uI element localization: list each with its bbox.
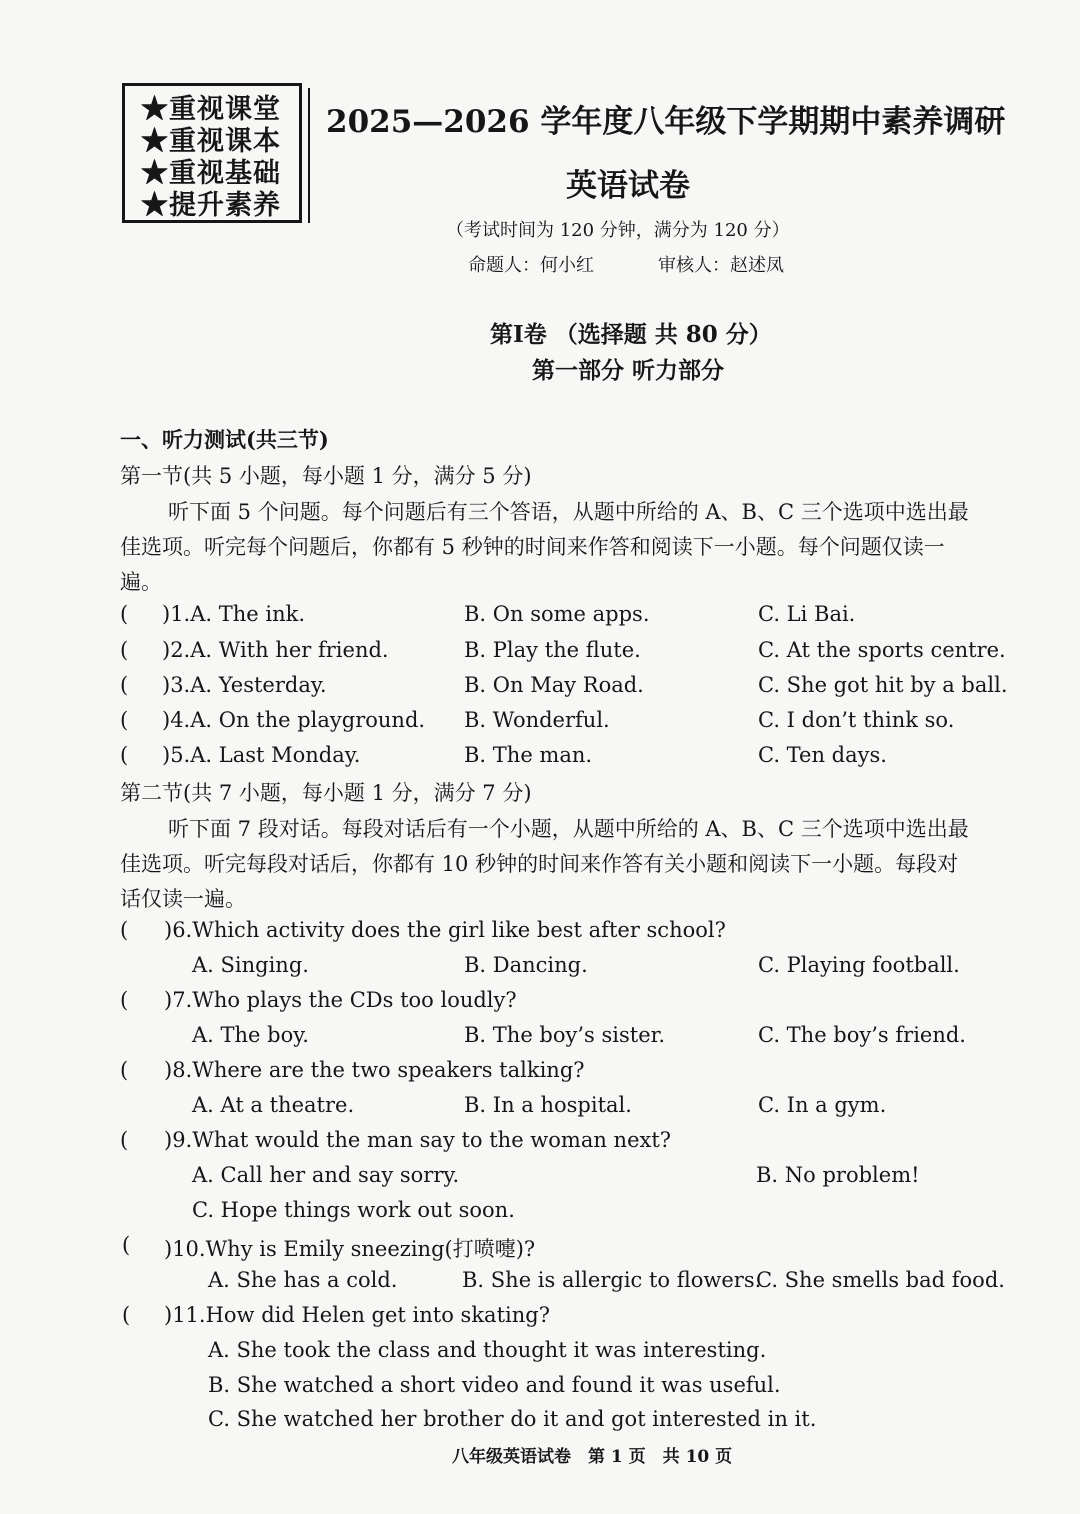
answer-bracket[interactable]: ( [120,673,129,697]
exam-title: 2025—2026 学年度八年级下学期期中素养调研 [326,104,1006,140]
answer-bracket[interactable]: ( [122,1233,131,1257]
part-title: 第一部分 听力部分 [532,357,725,384]
motto-line: ★重视课本 [141,126,281,157]
section1-instructions: 佳选项。听完每个问题后，你都有 5 秒钟的时间来作答和阅读下一小题。每个问题仅读一 [120,535,945,559]
question-option-b: B. Dancing. [464,953,588,977]
question-option-c: C. She got hit by a ball. [758,673,1008,697]
question-option-a: )5.A. Last Monday. [162,743,361,767]
listening-heading: 一、听力测试(共三节) [120,427,329,452]
question-option-a: A. She has a cold. [208,1268,398,1292]
question-option-c: C. In a gym. [758,1093,887,1117]
section1-instructions: 听下面 5 个问题。每个问题后有三个答语，从题中所给的 A、B、C 三个选项中选出最 [168,500,969,524]
question-text: )6.Which activity does the girl like best after school? [164,918,726,942]
question-text: )7.Who plays the CDs too loudly? [164,988,517,1012]
question-option-a: A. The boy. [192,1023,309,1047]
question-option-b: B. She watched a short video and found it was useful. [208,1373,781,1397]
header-divider [308,88,310,223]
question-option-c: C. She watched her brother do it and got interested in it. [208,1407,817,1431]
question-option-b: B. On some apps. [464,602,650,626]
section2-instructions: 佳选项。听完每段对话后，你都有 10 秒钟的时间来作答有关小题和阅读下一小题。每段对 [120,852,959,876]
section2-instructions: 话仅读一遍。 [120,887,246,911]
motto-line: ★重视基础 [141,158,281,189]
exam-subtitle: 英语试卷 [566,168,690,204]
question-option-c: C. She smells bad food. [756,1268,1005,1292]
question-option-c: C. At the sports centre. [758,638,1006,662]
answer-bracket[interactable]: ( [120,638,129,662]
section2-title: 第二节(共 7 小题，每小题 1 分，满分 7 分) [120,781,532,805]
question-option-b: B. No problem! [756,1163,920,1187]
question-option-b: B. In a hospital. [464,1093,632,1117]
answer-bracket[interactable]: ( [120,708,129,732]
question-option-b: B. The boy’s sister. [464,1023,666,1047]
question-option-a: )4.A. On the playground. [162,708,426,732]
answer-bracket[interactable]: ( [120,988,129,1012]
question-option-a: A. Singing. [192,953,309,977]
answer-bracket[interactable]: ( [120,1058,129,1082]
question-option-b: B. Play the flute. [464,638,641,662]
motto-line: ★提升素养 [141,190,281,221]
question-option-b: B. She is allergic to flowers. [462,1268,762,1292]
answer-bracket[interactable]: ( [120,743,129,767]
question-option-b: B. The man. [464,743,593,767]
question-option-a: A. She took the class and thought it was interesting. [208,1338,767,1362]
answer-bracket[interactable]: ( [120,1128,129,1152]
question-option-a: )2.A. With her friend. [162,638,389,662]
question-text: )8.Where are the two speakers talking? [164,1058,585,1082]
question-option-a: A. At a theatre. [192,1093,355,1117]
answer-bracket[interactable]: ( [120,918,129,942]
question-text: )11.How did Helen get into skating? [164,1303,550,1327]
section1-title: 第一节(共 5 小题，每小题 1 分，满分 5 分) [120,464,532,488]
motto-line: ★重视课堂 [141,94,281,125]
question-option-c: C. The boy’s friend. [758,1023,966,1047]
question-option-a: A. Call her and say sorry. [192,1163,460,1187]
question-option-c: C. Ten days. [758,743,887,767]
question-text: )10.Why is Emily sneezing(打喷嚏)? [164,1237,536,1261]
answer-bracket[interactable]: ( [122,1303,131,1327]
question-option-b: B. Wonderful. [464,708,610,732]
page-footer: 八年级英语试卷 第 1 页 共 10 页 [452,1447,733,1467]
exam-info: （考试时间为 120 分钟，满分为 120 分） [446,220,790,241]
question-text: )9.What would the man say to the woman next? [164,1128,672,1152]
volume-title: 第Ⅰ卷 （选择题 共 80 分） [490,321,772,348]
question-option-a: )1.A. The ink. [162,602,306,626]
question-option-c: C. Li Bai. [758,602,856,626]
section1-instructions: 遍。 [120,570,162,594]
author: 命题人：何小红 [468,255,594,276]
reviewer: 审核人：赵述凤 [658,255,784,276]
question-option-c: C. I don’t think so. [758,708,955,732]
question-option-a: )3.A. Yesterday. [162,673,327,697]
question-option-b: B. On May Road. [464,673,644,697]
motto-box [122,83,302,223]
answer-bracket[interactable]: ( [120,602,129,626]
question-option-c: C. Hope things work out soon. [192,1198,515,1222]
question-option-c: C. Playing football. [758,953,960,977]
section2-instructions: 听下面 7 段对话。每段对话后有一个小题，从题中所给的 A、B、C 三个选项中选出最 [168,817,969,841]
